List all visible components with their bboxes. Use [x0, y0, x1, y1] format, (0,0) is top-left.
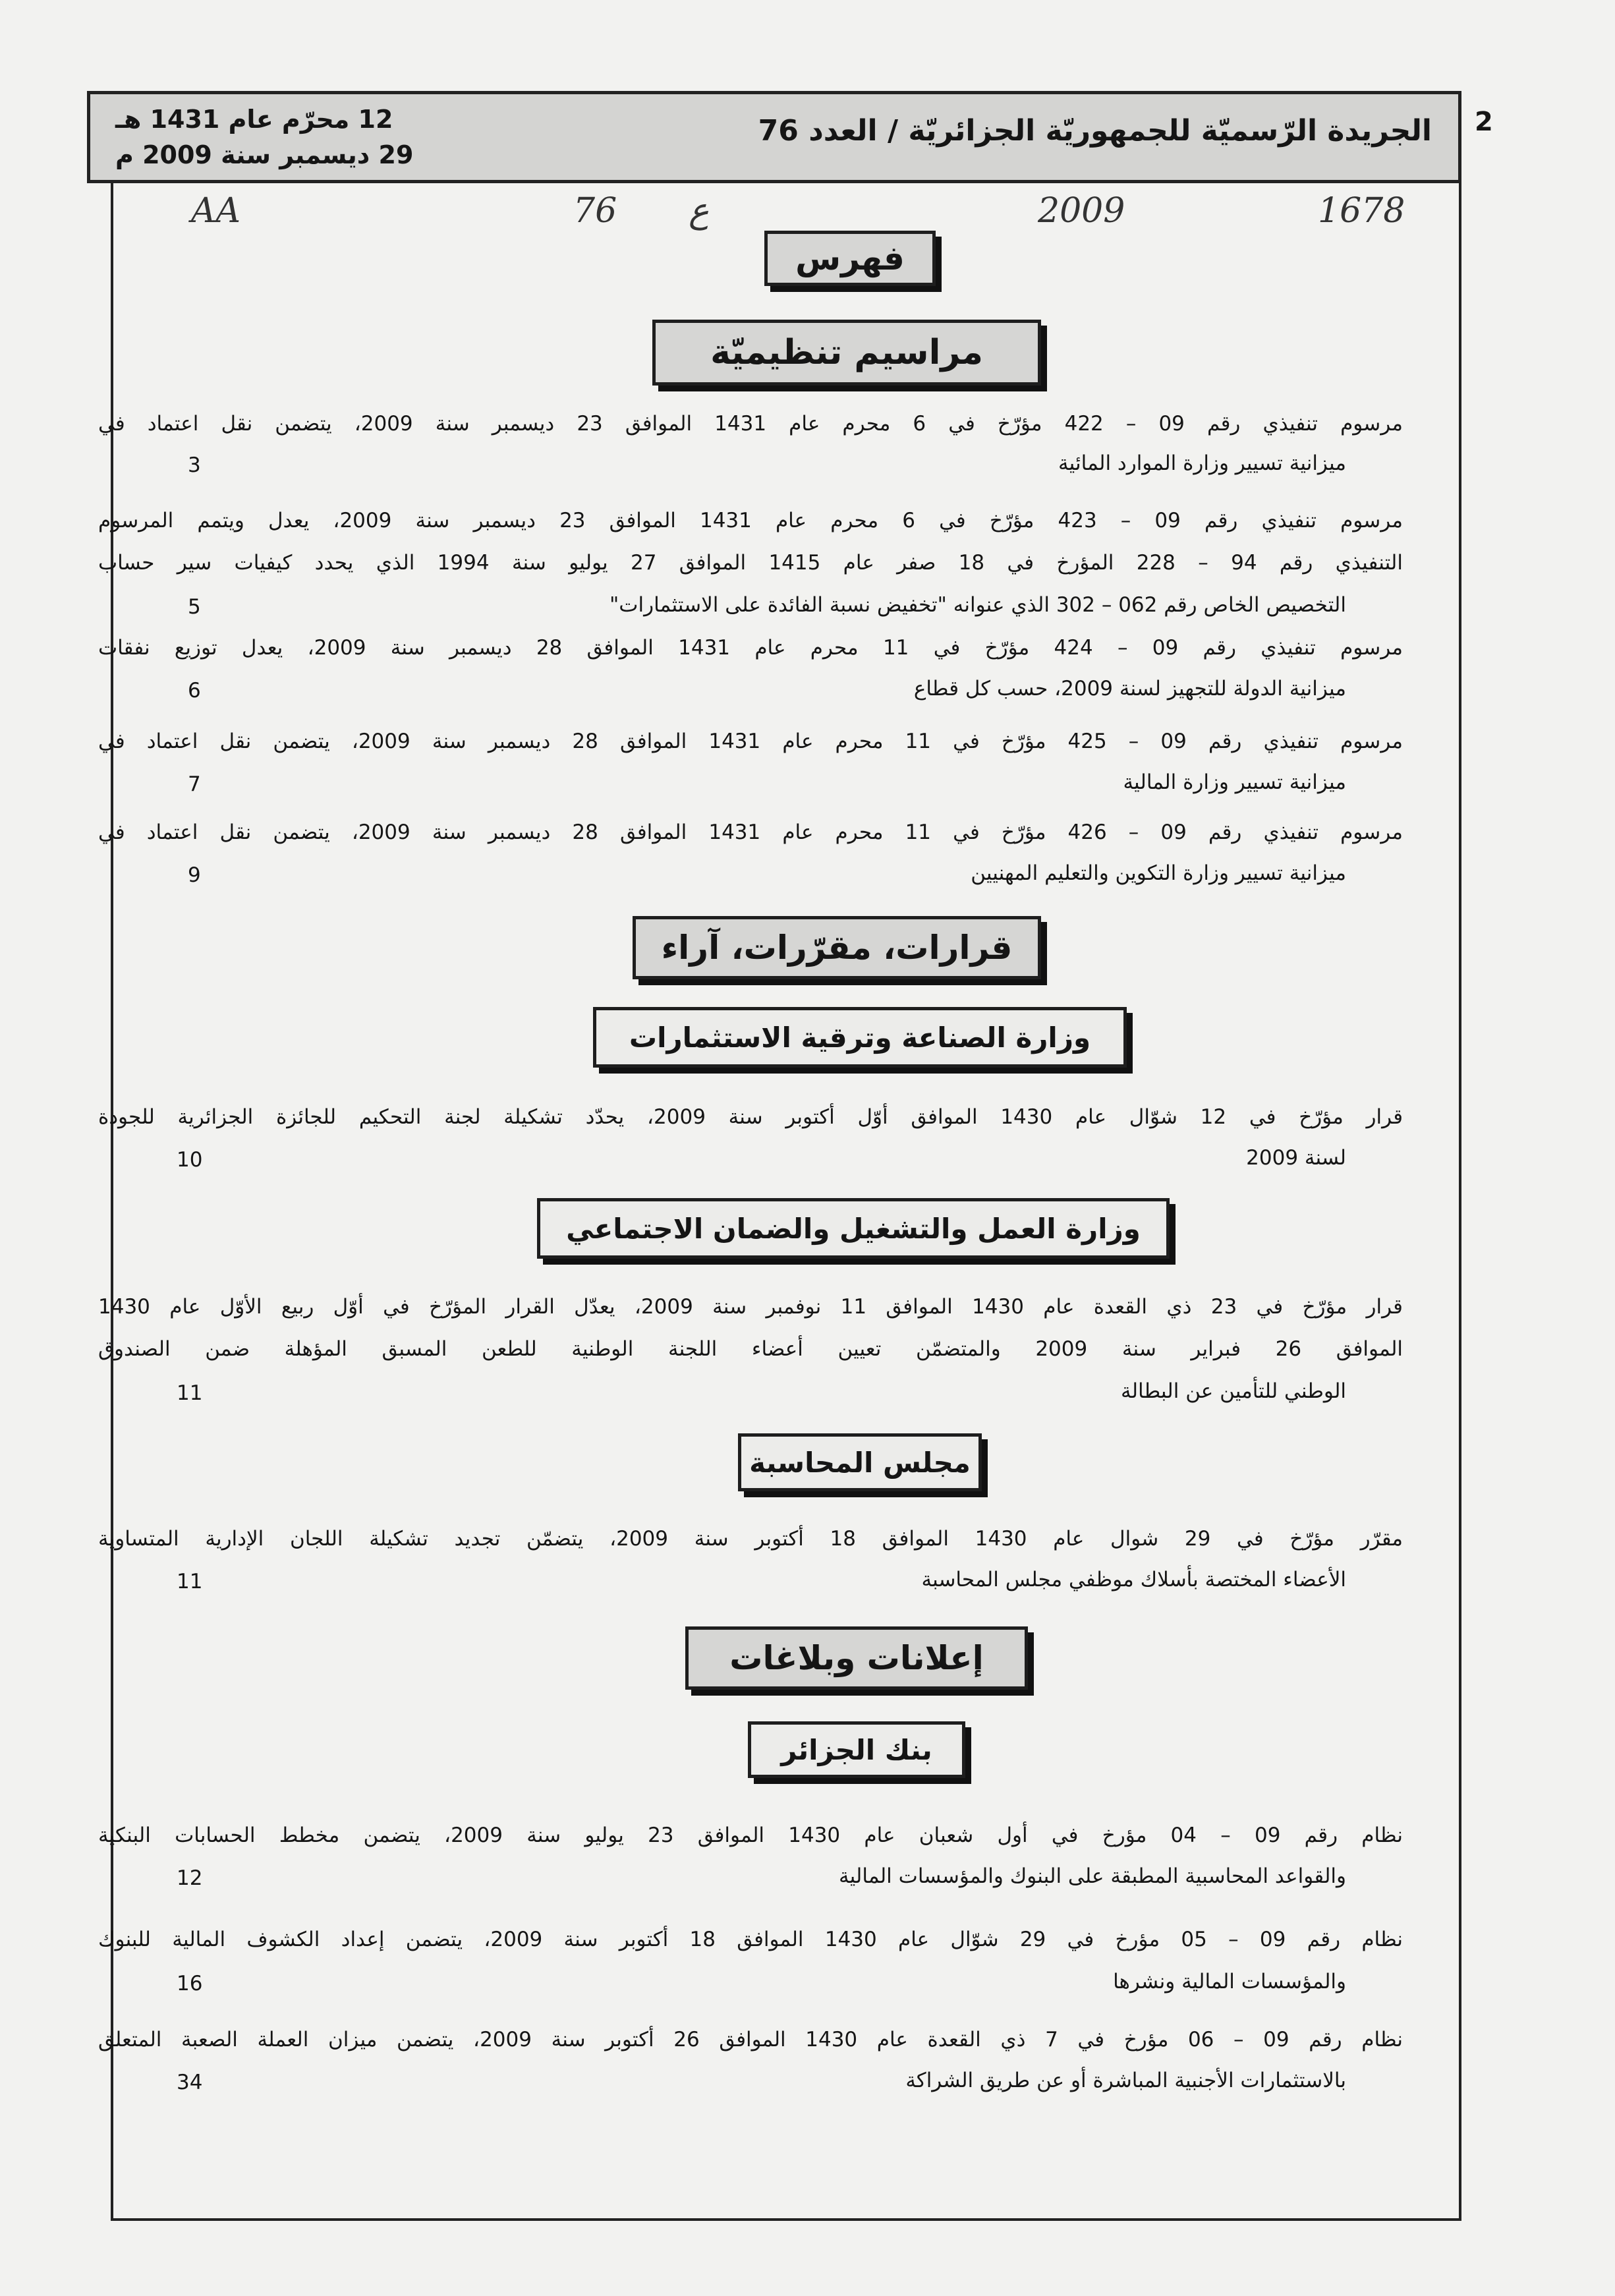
entry-page: 10 [177, 1148, 203, 1172]
entry-line: التنفيذي رقم 94 – 228 المؤرخ في 18 صفر عام 1415 الموافق 27 يوليو سنة 1994 الذي يحدد كيفيات سير حساب [98, 551, 1403, 575]
page-number: 2 [1475, 107, 1493, 137]
entry-line: قرار مؤرّخ في 12 شوّال عام 1430 الموافق أوّل أكتوبر سنة 2009، يحدّد تشكيلة لجنة التحكيم للجائزة الجزائرية للجودة [98, 1105, 1403, 1129]
entry-page: 11 [177, 1570, 203, 1593]
section-decrees: مراسيم تنظيميّة [652, 320, 1041, 386]
section-decisions: قرارات، مقرّرات، آراء [633, 916, 1041, 979]
entry-line: نظام رقم 09 – 06 مؤرخ في 7 ذي القعدة عام 1430 الموافق 26 أكتوبر سنة 2009، يتضمن ميزان العملة الصعبة المتعلق [98, 2028, 1403, 2052]
entry-line: مرسوم تنفيذي رقم 09 – 423 مؤرّخ في 6 محرم عام 1431 الموافق 23 ديسمبر سنة 2009، يعدل ويتمم المرسوم [98, 509, 1403, 532]
entry-page: 9 [188, 863, 201, 887]
entry-line: نظام رقم 09 – 05 مؤرخ في 29 شوّال عام 1430 الموافق 18 أكتوبر سنة 2009، يتضمن إعداد الكشوف المالية للبنوك [98, 1928, 1403, 1951]
handwritten-note: 2009 [1038, 191, 1125, 231]
entry-line: مرسوم تنفيذي رقم 09 – 424 مؤرّخ في 11 محرم عام 1431 الموافق 28 ديسمبر سنة 2009، يعدل توزيع نفقات [98, 636, 1403, 660]
entry-line: والمؤسسات المالية ونشرها [1113, 1970, 1346, 1994]
section-ministry-labor: وزارة العمل والتشغيل والضمان الاجتماعي [537, 1198, 1170, 1259]
entry-page: 16 [177, 1972, 203, 1995]
section-bank: بنك الجزائر [748, 1721, 965, 1778]
entry-line: الموافق 26 فبراير سنة 2009 والمتضمّن تعيين أعضاء اللجنة الوطنية للطعن المسبق المؤهلة ضمن الصندوق [98, 1337, 1403, 1361]
handwritten-note: AA [191, 191, 241, 231]
entry-line: التخصيص الخاص رقم 062 – 302 الذي عنوانه "تخفيض نسبة الفائدة على الاستثمارات" [609, 593, 1346, 617]
entry-line: بالاستثمارات الأجنبية المباشرة أو عن طريق الشراكة [905, 2069, 1346, 2092]
handwritten-note: 76 [573, 191, 617, 231]
entry-line: ميزانية تسيير وزارة المالية [1123, 770, 1346, 794]
toc-title: فهرس [764, 231, 936, 286]
entry-page: 12 [177, 1866, 203, 1890]
entry-line: لسنة 2009 [1246, 1146, 1346, 1170]
journal-header [87, 91, 1461, 183]
entry-line: الوطني للتأمين عن البطالة [1120, 1379, 1346, 1403]
entry-page: 6 [188, 679, 201, 703]
entry-page: 34 [177, 2071, 203, 2094]
entry-line: الأعضاء المختصة بأسلاك موظفي مجلس المحاسبة [921, 1568, 1346, 1592]
entry-line: ميزانية تسيير وزارة الموارد المائية [1058, 451, 1346, 475]
date-gregorian: 29 ديسمبر سنة 2009 م [115, 140, 414, 169]
entry-line: مرسوم تنفيذي رقم 09 – 425 مؤرّخ في 11 محرم عام 1431 الموافق 28 ديسمبر سنة 2009، يتضمن نقل اعتماد في [98, 730, 1403, 753]
entry-line: قرار مؤرّخ في 23 ذي القعدة عام 1430 الموافق 11 نوفمبر سنة 2009، يعدّل القرار المؤرّخ في أوّل ربيع الأوّل عام 1430 [98, 1295, 1403, 1319]
entry-page: 3 [188, 453, 201, 477]
entry-line: ميزانية تسيير وزارة التكوين والتعليم المهنيين [971, 861, 1346, 885]
section-ministry-industry: وزارة الصناعة وترقية الاستثمارات [593, 1007, 1127, 1068]
section-announcements: إعلانات وبلاغات [685, 1626, 1028, 1690]
entry-line: مقرّر مؤرّخ في 29 شوال عام 1430 الموافق 18 أكتوبر سنة 2009، يتضمّن تجديد تشكيلة اللجان الإدارية المتساوية [98, 1527, 1403, 1551]
entry-page: 5 [188, 595, 201, 619]
entry-page: 7 [188, 772, 201, 796]
handwritten-note: ع [689, 191, 710, 231]
entry-line: والقواعد المحاسبية المطبقة على البنوك والمؤسسات المالية [838, 1864, 1346, 1888]
entry-line: مرسوم تنفيذي رقم 09 – 422 مؤرّخ في 6 محرم عام 1431 الموافق 23 ديسمبر سنة 2009، يتضمن نقل اعتماد في [98, 412, 1403, 436]
entry-line: مرسوم تنفيذي رقم 09 – 426 مؤرّخ في 11 محرم عام 1431 الموافق 28 ديسمبر سنة 2009، يتضمن نقل اعتماد في [98, 820, 1403, 844]
date-hijri: 12 محرّم عام 1431 هـ [115, 105, 393, 134]
entry-line: نظام رقم 09 – 04 مؤرخ في أول شعبان عام 1430 الموافق 23 يوليو سنة 2009، يتضمن مخطط الحسابات البنكية [98, 1823, 1403, 1847]
entry-line: ميزانية الدولة للتجهيز لسنة 2009، حسب كل قطاع [913, 677, 1346, 701]
entry-page: 11 [177, 1381, 203, 1405]
handwritten-note: 1678 [1318, 191, 1405, 231]
section-court-accounts: مجلس المحاسبة [738, 1433, 982, 1491]
journal-title: الجريدة الرّسميّة للجمهوريّة الجزائريّة / العدد 76 [758, 114, 1432, 148]
